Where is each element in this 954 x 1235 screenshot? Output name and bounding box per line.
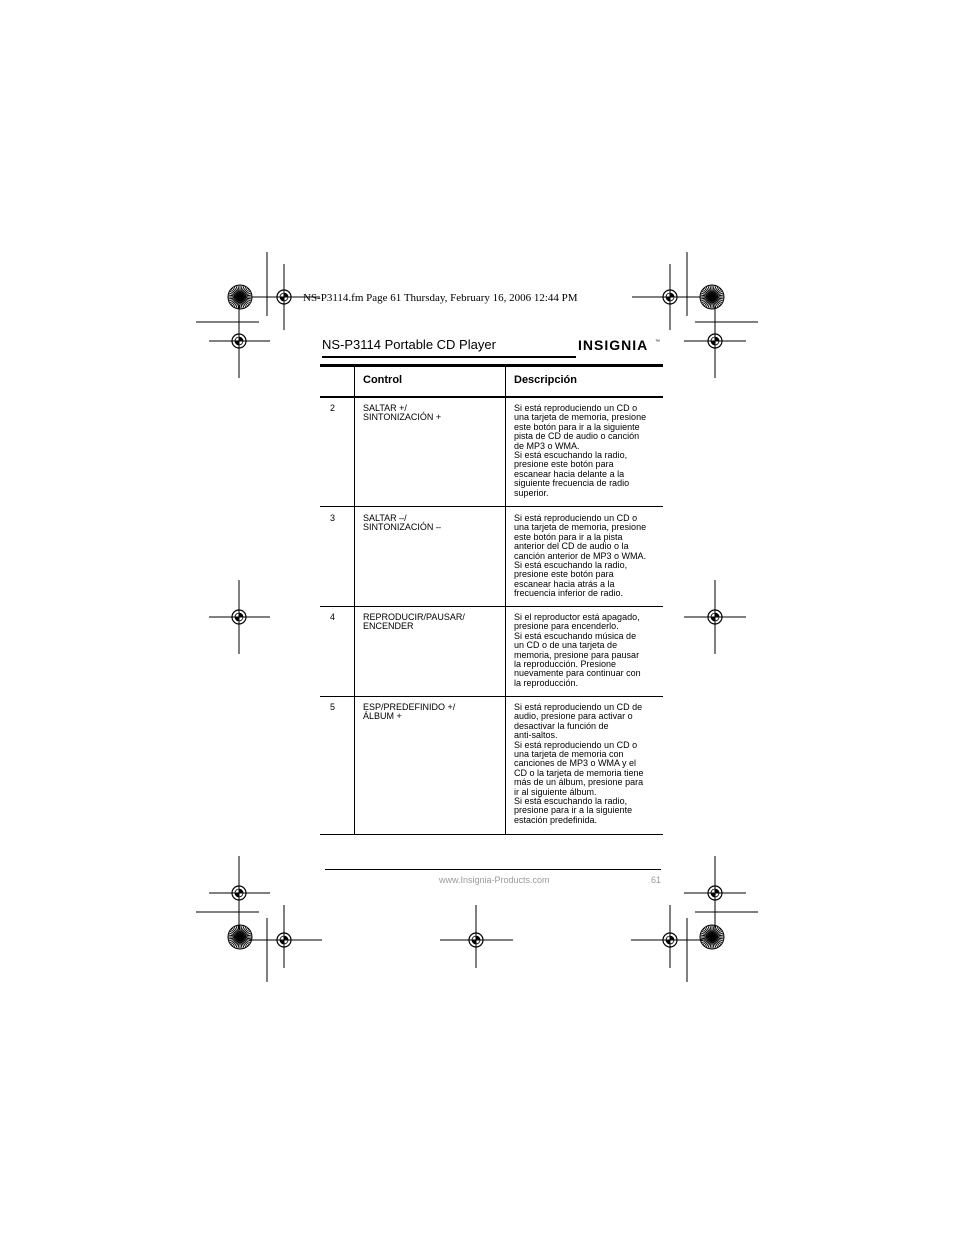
- description-line: este botón para ir a la pista: [514, 531, 623, 542]
- description-line: de MP3 o WMA.: [514, 440, 580, 451]
- table-column-divider: [505, 367, 506, 834]
- control-name: [363, 703, 501, 722]
- table-header-description: Descripción: [514, 374, 577, 386]
- description-line: Si está reproduciendo un CD o: [514, 739, 638, 750]
- description-line: canción anterior de MP3 o WMA.: [514, 550, 647, 561]
- row-number: 5: [330, 702, 336, 712]
- table-header-rule: [320, 396, 663, 398]
- footer-url: www.Insignia-Products.com: [439, 875, 550, 885]
- description-line: más de un álbum, presione para: [514, 777, 644, 788]
- description-line: Si está escuchando la radio,: [514, 796, 628, 807]
- control-line: SALTAR +/: [363, 403, 407, 413]
- control-name: [363, 514, 501, 533]
- control-line: SINTONIZACIÓN –: [363, 522, 441, 533]
- description-line: desactivar la función de: [514, 720, 609, 731]
- description-line: canciones de MP3 o WMA y el: [514, 758, 637, 769]
- description-line: un CD o de una tarjeta de: [514, 640, 618, 651]
- description-line: audio, presione para activar o: [514, 711, 633, 722]
- starburst-center: [710, 935, 714, 939]
- description-line: presione este botón para: [514, 459, 614, 470]
- description-line: pista de CD de audio o canción: [514, 431, 640, 442]
- page-title: NS-P3114 Portable CD Player: [322, 337, 496, 352]
- control-name: [363, 404, 501, 423]
- description-line: Si está escuchando música de: [514, 630, 637, 641]
- description-line: anterior del CD de audio o la: [514, 541, 629, 552]
- insignia-logo: INSIGNIA: [578, 337, 649, 353]
- table-row-rule: [320, 696, 663, 697]
- control-line: SINTONIZACIÓN +: [363, 412, 442, 423]
- page-number: 61: [651, 875, 662, 885]
- table-row-rule: [320, 834, 663, 835]
- description-line: Si está reproduciendo un CD o: [514, 403, 638, 413]
- starburst-center: [238, 935, 242, 939]
- control-line: ÁLBUM +: [363, 711, 402, 722]
- table-column-divider: [354, 367, 355, 834]
- description-line: Si está escuchando la radio,: [514, 450, 628, 461]
- description-line: la reproducción.: [514, 677, 579, 688]
- row-number: 3: [330, 513, 336, 523]
- row-number: 2: [330, 403, 336, 413]
- description-line: este botón para ir a la siguiente: [514, 421, 640, 432]
- footer-rule: [325, 869, 661, 870]
- control-name: [363, 613, 501, 632]
- title-underline: [322, 356, 576, 358]
- description-line: una tarjeta de memoria, presione: [514, 522, 647, 533]
- description-line: Si está reproduciendo un CD de: [514, 702, 643, 712]
- table-row-rule: [320, 506, 663, 507]
- description-line: presione para ir a la siguiente: [514, 805, 633, 816]
- control-line: ENCENDER: [363, 621, 414, 632]
- logo-trademark: ™: [655, 339, 660, 345]
- control-line: REPRODUCIR/PAUSAR/: [363, 612, 465, 622]
- control-line: ESP/PREDEFINIDO +/: [363, 702, 456, 712]
- print-slug: NS-P3114.fm Page 61 Thursday, February 16, 2006 12:44 PM: [303, 292, 578, 304]
- table-header-control: Control: [363, 374, 403, 386]
- description-line: escanear hacia delante a la: [514, 468, 625, 479]
- description-line: memoria, presione para pausar: [514, 649, 640, 660]
- description-line: presione para encenderlo.: [514, 621, 619, 632]
- description-line: Si el reproductor está apagado,: [514, 612, 640, 622]
- control-description: [514, 613, 659, 688]
- starburst-center: [238, 295, 242, 299]
- description-line: siguiente frecuencia de radio: [514, 478, 630, 489]
- control-description: [514, 514, 659, 599]
- description-line: una tarjeta de memoria, presione: [514, 412, 647, 423]
- description-line: una tarjeta de memoria con: [514, 749, 624, 760]
- control-description: [514, 404, 659, 498]
- description-line: ir al siguiente álbum.: [514, 786, 597, 797]
- description-line: estación predefinida.: [514, 814, 598, 825]
- starburst-center: [710, 295, 714, 299]
- control-line: SALTAR –/: [363, 513, 407, 523]
- description-line: presione este botón para: [514, 569, 614, 580]
- description-line: Si está reproduciendo un CD o: [514, 513, 638, 523]
- table-top-rule: [320, 364, 663, 367]
- table-row-rule: [320, 606, 663, 607]
- description-line: frecuencia inferior de radio.: [514, 588, 624, 599]
- description-line: CD o la tarjeta de memoria tiene: [514, 767, 644, 778]
- description-line: anti-saltos.: [514, 730, 558, 741]
- control-description: [514, 703, 659, 825]
- row-number: 4: [330, 612, 336, 622]
- description-line: Si está escuchando la radio,: [514, 560, 628, 571]
- description-line: la reproducción. Presione: [514, 659, 617, 670]
- description-line: escanear hacia atrás a la: [514, 578, 615, 589]
- description-line: superior.: [514, 487, 549, 498]
- description-line: nuevamente para continuar con: [514, 668, 641, 679]
